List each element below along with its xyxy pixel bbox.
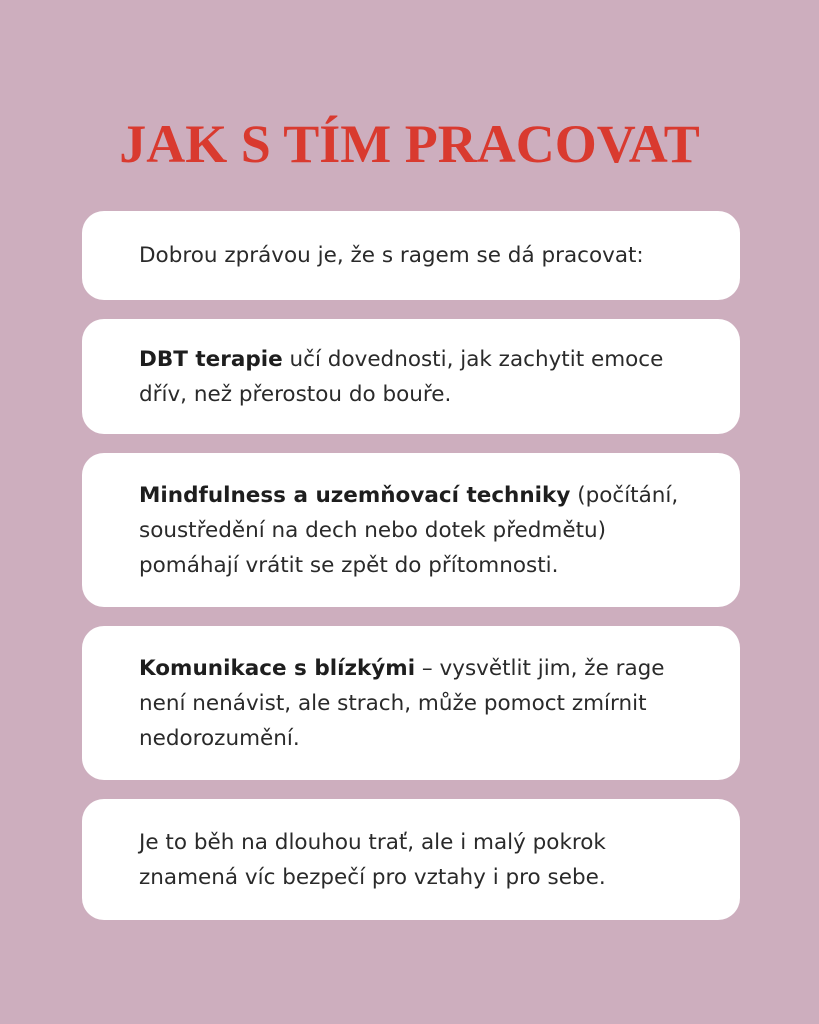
page-title: JAK S TÍM PRACOVAT	[119, 114, 700, 174]
card-heading: Mindfulness a uzemňovací techniky	[139, 482, 571, 508]
card-text: učí dovednosti, jak zachytit emoce dřív, než přerostou do bouře.	[139, 346, 664, 407]
mindfulness-card	[82, 453, 740, 607]
intro-card	[82, 211, 740, 300]
card-paragraph	[139, 238, 644, 273]
card-paragraph	[139, 342, 700, 412]
card-text: Je to běh na dlouhou trať, ale i malý pokrok znamená víc bezpečí pro vztahy i pro sebe.	[139, 829, 606, 890]
card-text: – vysvětlit jim, že rage není nenávist, ale strach, může pomoct zmírnit nedorozumění.	[139, 655, 665, 751]
card-text: Dobrou zprávou je, že s ragem se dá pracovat:	[139, 243, 644, 268]
dbt-therapy-card	[82, 319, 740, 434]
card-heading: DBT terapie	[139, 346, 283, 372]
card-heading: Komunikace s blízkými	[139, 655, 416, 681]
card-text: (počítání, soustředění na dech nebo dotek předmětu) pomáhají vrátit se zpět do přítomnosti.	[139, 482, 679, 578]
conclusion-card	[82, 799, 740, 920]
card-paragraph	[139, 478, 700, 583]
communication-card	[82, 626, 740, 780]
card-paragraph	[139, 825, 700, 895]
card-paragraph	[139, 651, 700, 756]
